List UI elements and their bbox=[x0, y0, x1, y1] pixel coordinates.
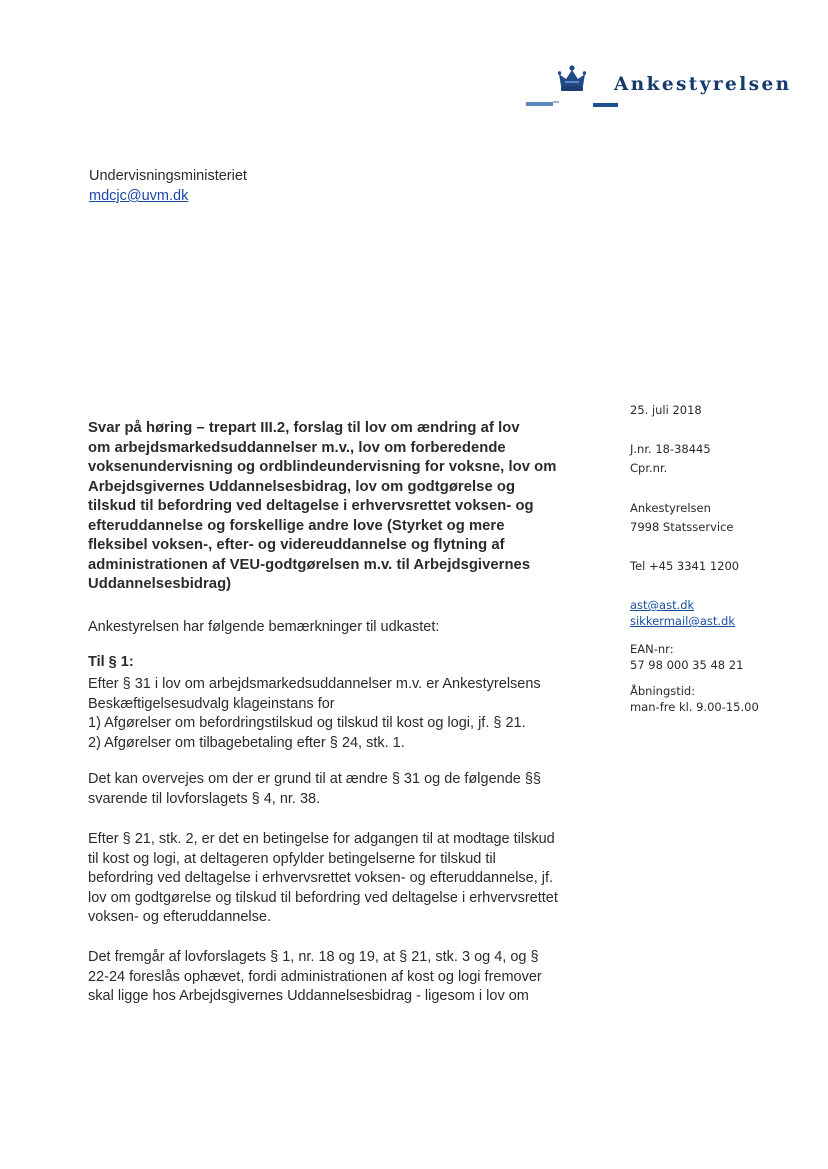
journal-number: J.nr. 18-38445 bbox=[630, 442, 711, 456]
subject-line: voksenundervisning og ordblindeundervisning for voksne, lov om bbox=[88, 459, 557, 475]
cpr-number: Cpr.nr. bbox=[630, 461, 668, 475]
organization-logo-text: Ankestyrelsen bbox=[614, 74, 792, 95]
phone-number: Tel +45 3341 1200 bbox=[630, 559, 740, 573]
ean-value: 57 98 000 35 48 21 bbox=[630, 658, 744, 672]
text-line: til kost og logi, at deltageren opfylder betingelserne for tilskud til bbox=[88, 850, 496, 867]
sender-info-column bbox=[630, 401, 820, 715]
recipient-name: Undervisningsministeriet bbox=[89, 168, 247, 184]
text-line: voksen- og efteruddannelse. bbox=[88, 909, 271, 925]
text-line: Efter § 31 i lov om arbejdsmarkedsuddannelser m.v. er Ankestyrelsens bbox=[88, 676, 541, 692]
text-line: 22-24 foreslås ophævet, fordi administrationen af kost og logi fremover bbox=[88, 968, 542, 985]
secure-email-link[interactable]: sikkermail@ast.dk bbox=[630, 614, 735, 628]
logo-stripe bbox=[593, 103, 618, 107]
paragraph-1 bbox=[88, 675, 598, 753]
subject-line: om arbejdsmarkedsuddannelser m.v., lov om forberedende bbox=[88, 439, 506, 456]
subject-line: administrationen af VEU-godtgørelsen m.v. til Arbejdsgivernes bbox=[88, 556, 531, 573]
text-line: 2) Afgørelser om tilbagebetaling efter § 24, stk. 1. bbox=[88, 734, 405, 751]
crown-icon bbox=[558, 64, 586, 94]
subject-line: Uddannelsesbidrag) bbox=[88, 576, 232, 592]
text-line: svarende til lovforslagets § 4, nr. 38. bbox=[88, 790, 321, 807]
email-link[interactable]: ast@ast.dk bbox=[630, 598, 695, 612]
paragraph-4 bbox=[88, 948, 598, 1007]
subject-line: fleksibel voksen-, efter- og videreuddannelse og flytning af bbox=[88, 537, 505, 553]
letter-subject bbox=[88, 419, 598, 595]
text-line: befordring ved deltagelse i erhvervsrettet voksen- og efteruddannelse, jf. bbox=[88, 870, 554, 886]
text-line: Beskæftigelsesudvalg klageinstans for bbox=[88, 695, 335, 712]
ean-label: EAN-nr: bbox=[630, 642, 674, 656]
text-line: Det kan overvejes om der er grund til at ændre § 31 og de følgende §§ bbox=[88, 771, 541, 787]
logo-stripe bbox=[526, 102, 553, 106]
text-line: Det fremgår af lovforslagets § 1, nr. 18 og 19, at § 21, stk. 3 og 4, og § bbox=[88, 949, 539, 965]
recipient-email-link[interactable]: mdcjc@uvm.dk bbox=[89, 188, 189, 204]
address-city: 7998 Statsservice bbox=[630, 520, 734, 534]
subject-line: Svar på høring – trepart III.2, forslag til lov om ændring af lov bbox=[88, 420, 520, 436]
opening-hours-value: man-fre kl. 9.00-15.00 bbox=[630, 700, 759, 714]
address-name: Ankestyrelsen bbox=[630, 501, 711, 515]
paragraph-2 bbox=[88, 770, 598, 809]
intro-paragraph: Ankestyrelsen har følgende bemærkninger til udkastet: bbox=[88, 619, 440, 635]
paragraph-3 bbox=[88, 830, 598, 928]
section-heading: Til § 1: bbox=[88, 654, 134, 670]
text-line: 1) Afgørelser om befordringstilskud og tilskud til kost og logi, jf. § 21. bbox=[88, 715, 526, 731]
text-line: Efter § 21, stk. 2, er det en betingelse for adgangen til at modtage tilskud bbox=[88, 831, 555, 847]
text-line: lov om godtgørelse og tilskud til befordring ved deltagelse i erhvervsrettet bbox=[88, 889, 558, 906]
subject-line: Arbejdsgivernes Uddannelsesbidrag, lov om godtgørelse og bbox=[88, 478, 516, 495]
logo-stripe bbox=[553, 101, 559, 103]
opening-hours-label: Åbningstid: bbox=[630, 684, 696, 698]
text-line: skal ligge hos Arbejdsgivernes Uddannelsesbidrag - ligesom i lov om bbox=[88, 988, 529, 1004]
subject-line: tilskud til befordring ved deltagelse i erhvervsrettet voksen- og bbox=[88, 498, 534, 514]
recipient-block bbox=[89, 166, 247, 206]
subject-line: efteruddannelse og forskellige andre love (Styrket og mere bbox=[88, 517, 505, 534]
letter-date: 25. juli 2018 bbox=[630, 403, 702, 417]
